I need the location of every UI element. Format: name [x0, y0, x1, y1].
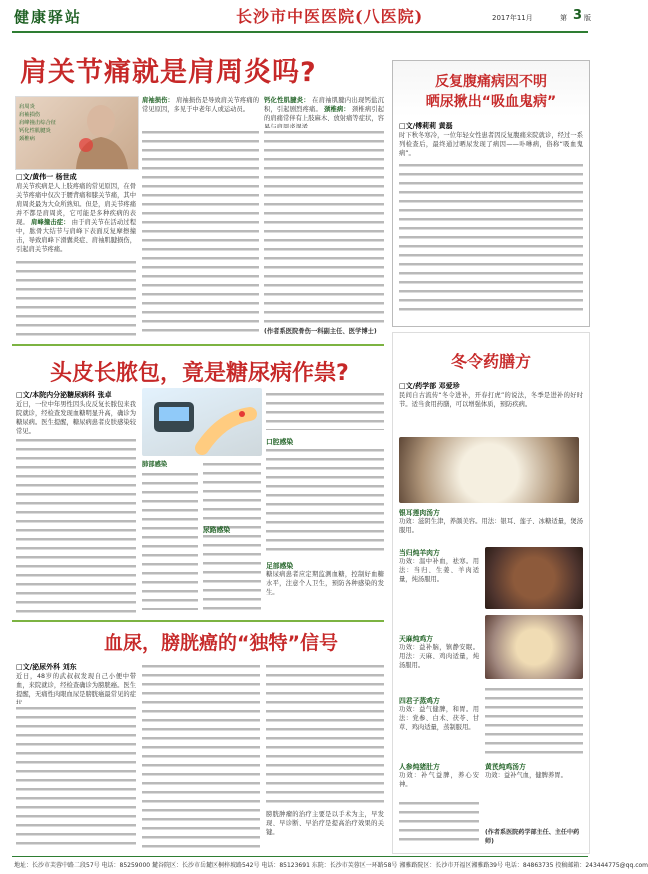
sidebar1-byline: □文/傅莉莉 黄磊: [399, 122, 453, 130]
sidebar1-box: [392, 60, 590, 327]
masthead: 长沙市中医医院(八医院): [236, 7, 424, 26]
article2-col3-text-lines: [203, 460, 261, 610]
lotus-soup-photo: [399, 437, 579, 503]
article1-p1: 肩关节疾病是人上肢疼痛的常见原因，在骨关节疼痛中仅次于腰背痛和膝关节痛，其中肩周炎最为大众所熟知。但是，肩关节疼痛并不都是肩周炎，它可能是多种疾病的表现。: [16, 183, 136, 226]
article1-h1: 肩峰撞击症：: [31, 219, 70, 226]
article2-h3: 口腔感染: [266, 438, 294, 446]
sidebar1-p1: 时下秋冬寒冷，一位年轻女性患者因反复腹痛来院就诊，经过一系列检查后，最终通过晒尿发现了病因——卟啉病，俗称“吸血鬼病”。: [399, 132, 583, 157]
article2-byline: □文/本院内分泌糖尿病科 张卓: [16, 391, 112, 399]
article3-col2-text-lines: [142, 662, 260, 850]
recipe5-text: 功效：补气益脾，养心安神。: [399, 772, 479, 788]
sidebar2-col2-text-lines: [485, 685, 583, 755]
article2-col1-text-lines: [16, 436, 136, 614]
recipe1-text: 功效：滋阴生津，养颜美容。用法：银耳、莲子、冰糖适量，煲汤服用。: [399, 518, 583, 534]
list-item: 颈椎病: [19, 136, 35, 142]
article2-h2: 尿路感染: [203, 526, 231, 534]
article1-p2: 肩袖损伤是导致肩关节疼痛的常见原因，多见于中老年人或运动员。: [142, 97, 260, 113]
sidebar1-text-lines: [399, 161, 583, 311]
article1-credit: (作者系医院骨伤一科副主任、医学博士): [264, 328, 377, 335]
article1-h4: 颈椎病：: [324, 106, 350, 113]
page-number: 3: [573, 8, 583, 23]
article3-p1: 近日，48岁的武叔叔发现自己小便中带血，来院就诊，经检查确诊为膀胱癌。医生提醒，无痛性肉眼血尿是膀胱癌最常见的症: [16, 673, 136, 698]
sidebar2-intro: 民间自古流传“冬令进补，开春打虎”的说法，冬季是进补的好时节。适当食用药膳，可以增强体质，预防疾病。: [399, 392, 583, 408]
article2-col4b-text-lines: [266, 446, 384, 556]
page-suffix: 版: [584, 14, 591, 22]
section-divider: [12, 620, 384, 622]
article1-col3: [264, 96, 384, 126]
article1-title: 肩关节痛就是肩周炎吗?: [20, 57, 317, 88]
sidebar2-col1-text-lines: [399, 799, 479, 847]
recipe4-text: 功效：益气健脾，和胃。用法：党参、白术、茯苓、甘草、鸡肉适量，蒸制服用。: [399, 706, 479, 731]
list-item: 钙化性肌腱炎: [19, 128, 51, 134]
footer-info: 地址：长沙市芙蓉中路二段57号 电话：85259000 麓谷院区：长沙市岳麓区桐梓坡路542号 电话：85123691 东院：长沙市芙蓉区一环路58号 湘雅路院区：长沙市开福区湘雅路39号 电话：84863735 投稿邮箱：243444775@qq.com: [14, 862, 648, 869]
footer-rule: [12, 856, 588, 857]
recipe4-name: 四君子蒸鸡方: [399, 697, 440, 705]
list-item: 肩峰撞击综合征: [19, 120, 57, 126]
article1-p3: 在肩袖肌腱内出现钙盐沉积，引起剧烈疼痛。: [264, 97, 384, 113]
recipe6-text: 功效：益补气血，健脾养胃。: [485, 772, 567, 779]
lamb-stew-photo: [485, 547, 583, 609]
article1-p1b: 由于肩关节在活动过程中，肱骨大结节与肩峰下表面反复摩擦撞击，导致肩峰下滑囊炎症、肩袖肌腱损伤，引起肩关节疼痛。: [16, 219, 136, 253]
sidebar2-box: [392, 332, 590, 854]
article2-p2: 糖尿病患者应定期监测血糖，控制好血糖水平，注意个人卫生，预防各种感染的发生。: [266, 571, 384, 596]
section-divider: [12, 344, 384, 346]
sidebar2-byline: □文/药学部 邓爱珍: [399, 382, 460, 390]
section-name: 健康驿站: [14, 8, 83, 26]
article2-col2-text-lines: [142, 470, 198, 610]
list-item: 肩周炎: [19, 104, 35, 110]
page-prefix: 第: [560, 14, 567, 22]
article1-col2-text-lines: [142, 128, 259, 338]
article1-col1-text-lines: [16, 258, 136, 338]
glucose-meter-photo: [142, 388, 262, 456]
recipe1-name: 银耳莲肉汤方: [399, 509, 440, 517]
article1-byline: □文/黄伟一 杨世成: [16, 173, 77, 181]
article2-col4-text-lines: [266, 390, 384, 430]
article3-byline: □文/泌尿外科 刘东: [16, 663, 77, 671]
article1-h2: 肩袖损伤：: [142, 97, 174, 104]
issue-date: 2017年11月: [492, 14, 533, 22]
shoulder-photo: [15, 96, 139, 170]
article2-h1: 肺部感染: [142, 461, 168, 468]
recipe5-name: 人参炖猪肚方: [399, 763, 440, 771]
article3-col3-text-lines: [266, 662, 384, 808]
recipe2-text: 功效：温中补血，祛寒。用法：当归、生姜、羊肉适量，炖汤服用。: [399, 558, 479, 583]
article1-col2: [142, 96, 259, 126]
recipe6-name: 黄芪炖鸡汤方: [485, 763, 526, 771]
article2-p1: 近日，一位中年男性因头皮反复长脓包来我院就诊，经检查发现血糖明显升高，确诊为糖尿病。医生提醒，糖尿病患者皮肤感染较常见。: [16, 401, 136, 435]
header-rule: [12, 31, 588, 33]
sidebar1-title-line1: 反复腹痛病因不明: [435, 74, 547, 90]
article3-title: 血尿，膀胱癌的“独特”信号: [104, 632, 338, 654]
recipe2-name: 当归炖羊肉方: [399, 549, 440, 557]
article1-h3: 钙化性肌腱炎：: [264, 97, 310, 104]
recipe3-text: 功效：益补脑，镇静安眠。用法：天麻、鸡肉适量，炖汤服用。: [399, 644, 479, 669]
recipe3-name: 天麻炖鸡方: [399, 635, 433, 643]
chicken-soup-photo: [485, 615, 583, 679]
article2-title: 头皮长脓包，竟是糖尿病作祟?: [50, 361, 349, 386]
article1-p4: 颈椎病引起的肩痛常伴有上肢麻木、放射痛等症状，容: [264, 106, 384, 122]
sidebar2-credit: (作者系医院药学部主任、主任中药师): [485, 829, 580, 845]
article1-col3-text-lines: [264, 128, 384, 324]
list-item: 肩袖损伤: [19, 112, 41, 118]
article3-col1-text-lines: [16, 704, 136, 850]
sidebar1-title-line2: 晒尿揪出“吸血鬼病”: [425, 94, 557, 110]
glucose-meter-icon: [142, 388, 262, 456]
article3-p2: 膀胱肿瘤的治疗主要是以手术为主，早发现、早诊断、早治疗是提高治疗效果的关键。: [266, 811, 384, 836]
sidebar2-title: 冬令药膳方: [450, 352, 531, 371]
article2-h4: 足部感染: [266, 562, 294, 570]
